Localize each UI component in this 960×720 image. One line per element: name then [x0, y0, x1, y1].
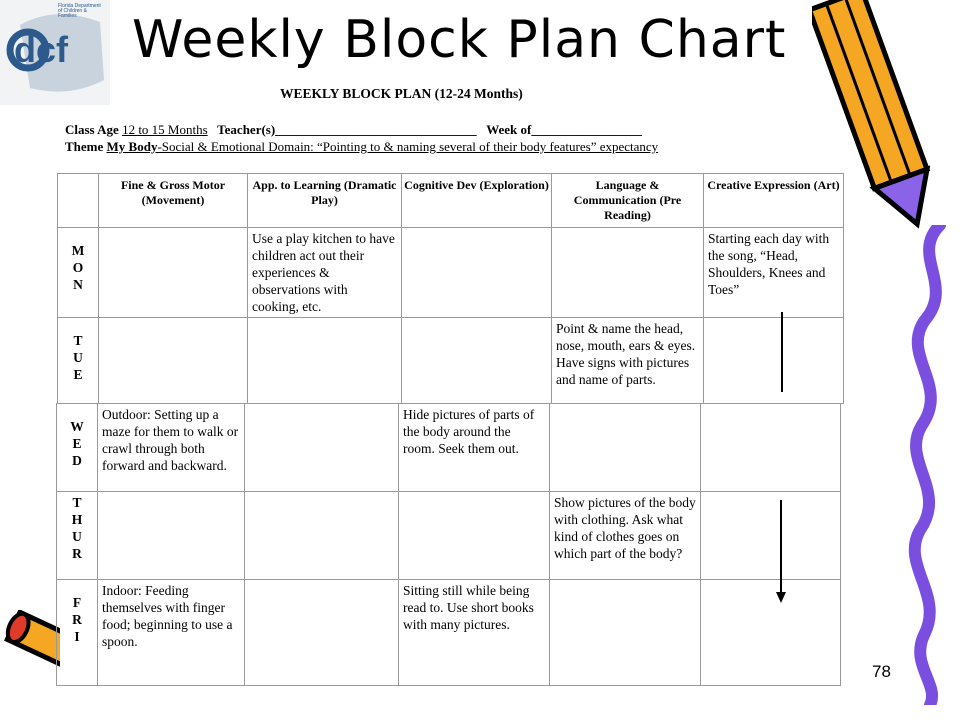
day-letter: U [73, 350, 83, 365]
weekly-plan-table-top [57, 173, 844, 404]
plan-cell [701, 404, 841, 492]
plan-cell [99, 228, 248, 318]
theme-line [65, 139, 658, 155]
day-label [57, 580, 98, 686]
plan-cell [550, 404, 701, 492]
day-label [58, 318, 99, 404]
plan-cell [701, 580, 841, 686]
plan-cell [552, 228, 704, 318]
plan-cell: Point & name the head, nose, mouth, ears & eyes. Have signs with pictures and name of parts. [552, 318, 704, 404]
table-header-row [58, 174, 844, 228]
day-label [57, 404, 98, 492]
day-letter: T [72, 495, 82, 510]
plan-cell: Outdoor: Setting up a maze for them to walk or crawl through both forward and backward. [98, 404, 245, 492]
day-letter: E [73, 367, 83, 382]
plan-cell: Starting each day with the song, “Head, Shoulders, Knees and Toes” [704, 228, 844, 318]
continuation-line [781, 312, 783, 392]
day-letter: D [72, 453, 82, 468]
down-arrow-icon [772, 500, 790, 604]
column-header: Language & Communication (Pre Reading) [552, 174, 704, 228]
logo-caption: Florida Department of Children & Families [58, 3, 101, 19]
plan-cell [98, 492, 245, 580]
day-letter: R [72, 546, 82, 561]
pencil-body [812, 0, 927, 188]
plan-cell [704, 318, 844, 404]
dcf-logo [0, 0, 110, 105]
column-header: Creative Expression (Art) [704, 174, 844, 228]
squiggle-decoration [900, 225, 960, 705]
plan-cell [399, 492, 550, 580]
column-header: App. to Learning (Dramatic Play) [248, 174, 402, 228]
table-row-thur [57, 492, 841, 580]
day-letter: T [73, 333, 83, 348]
table-row-mon [58, 228, 844, 318]
class-age-value: 12 to 15 Months [122, 122, 208, 137]
document-title: WEEKLY BLOCK PLAN (12-24 Months) [280, 86, 523, 101]
plan-cell [245, 492, 399, 580]
day-letter: O [72, 260, 84, 275]
weekly-plan-table-bottom [56, 403, 841, 686]
plan-cell [245, 580, 399, 686]
plan-cell: Hide pictures of parts of the body around the room. Seek them out. [399, 404, 550, 492]
plan-cell [99, 318, 248, 404]
day-letter: U [72, 529, 82, 544]
slide-title: Weekly Block Plan Chart [132, 10, 787, 70]
class-age-label: Class Age [65, 122, 119, 137]
day-letter: H [71, 512, 83, 527]
plan-cell [550, 580, 701, 686]
plan-cell: Show pictures of the body with clothing. Ask what kind of clothes goes on which part of the body? [550, 492, 701, 580]
squiggle-line [915, 225, 940, 705]
table-row-fri [57, 580, 841, 686]
day-letter: N [73, 277, 83, 292]
week-label: Week of_________________ [486, 122, 642, 137]
plan-cell [701, 492, 841, 580]
class-info-line [65, 122, 642, 138]
plan-cell: Indoor: Feeding themselves with finger food; beginning to use a spoon. [98, 580, 245, 686]
day-letter: M [71, 243, 85, 258]
crayon-icon [0, 610, 60, 710]
page-number: 78 [872, 662, 891, 681]
table-row-tue [58, 318, 844, 404]
theme-text-wrapper [107, 139, 659, 154]
teacher-label: Teacher(s)_______________________________ [217, 122, 477, 137]
theme-label: Theme [65, 139, 104, 154]
theme-value: My Body [106, 139, 158, 154]
plan-cell: Sitting still while being read to. Use short books with many pictures. [399, 580, 550, 686]
corner-cell [58, 174, 99, 228]
day-label [57, 492, 98, 580]
arrow-head [776, 592, 786, 603]
day-letter: F [72, 595, 82, 610]
day-letter: I [74, 629, 80, 644]
column-header: Fine & Gross Motor (Movement) [99, 174, 248, 228]
logo-letters: dcf [14, 29, 68, 70]
plan-cell [248, 318, 402, 404]
plan-cell [402, 228, 552, 318]
table-row-wed [57, 404, 841, 492]
plan-cell: Use a play kitchen to have children act out their experiences & observations with cooking, etc. [248, 228, 402, 318]
day-letter: E [72, 436, 82, 451]
day-letter: R [72, 612, 82, 627]
plan-cell [245, 404, 399, 492]
theme-text: -Social & Emotional Domain: “Pointing to & naming several of their body features” expectancy [157, 139, 659, 154]
column-header: Cognitive Dev (Exploration) [402, 174, 552, 228]
day-label [58, 228, 99, 318]
day-letter: W [70, 419, 84, 434]
plan-cell [402, 318, 552, 404]
